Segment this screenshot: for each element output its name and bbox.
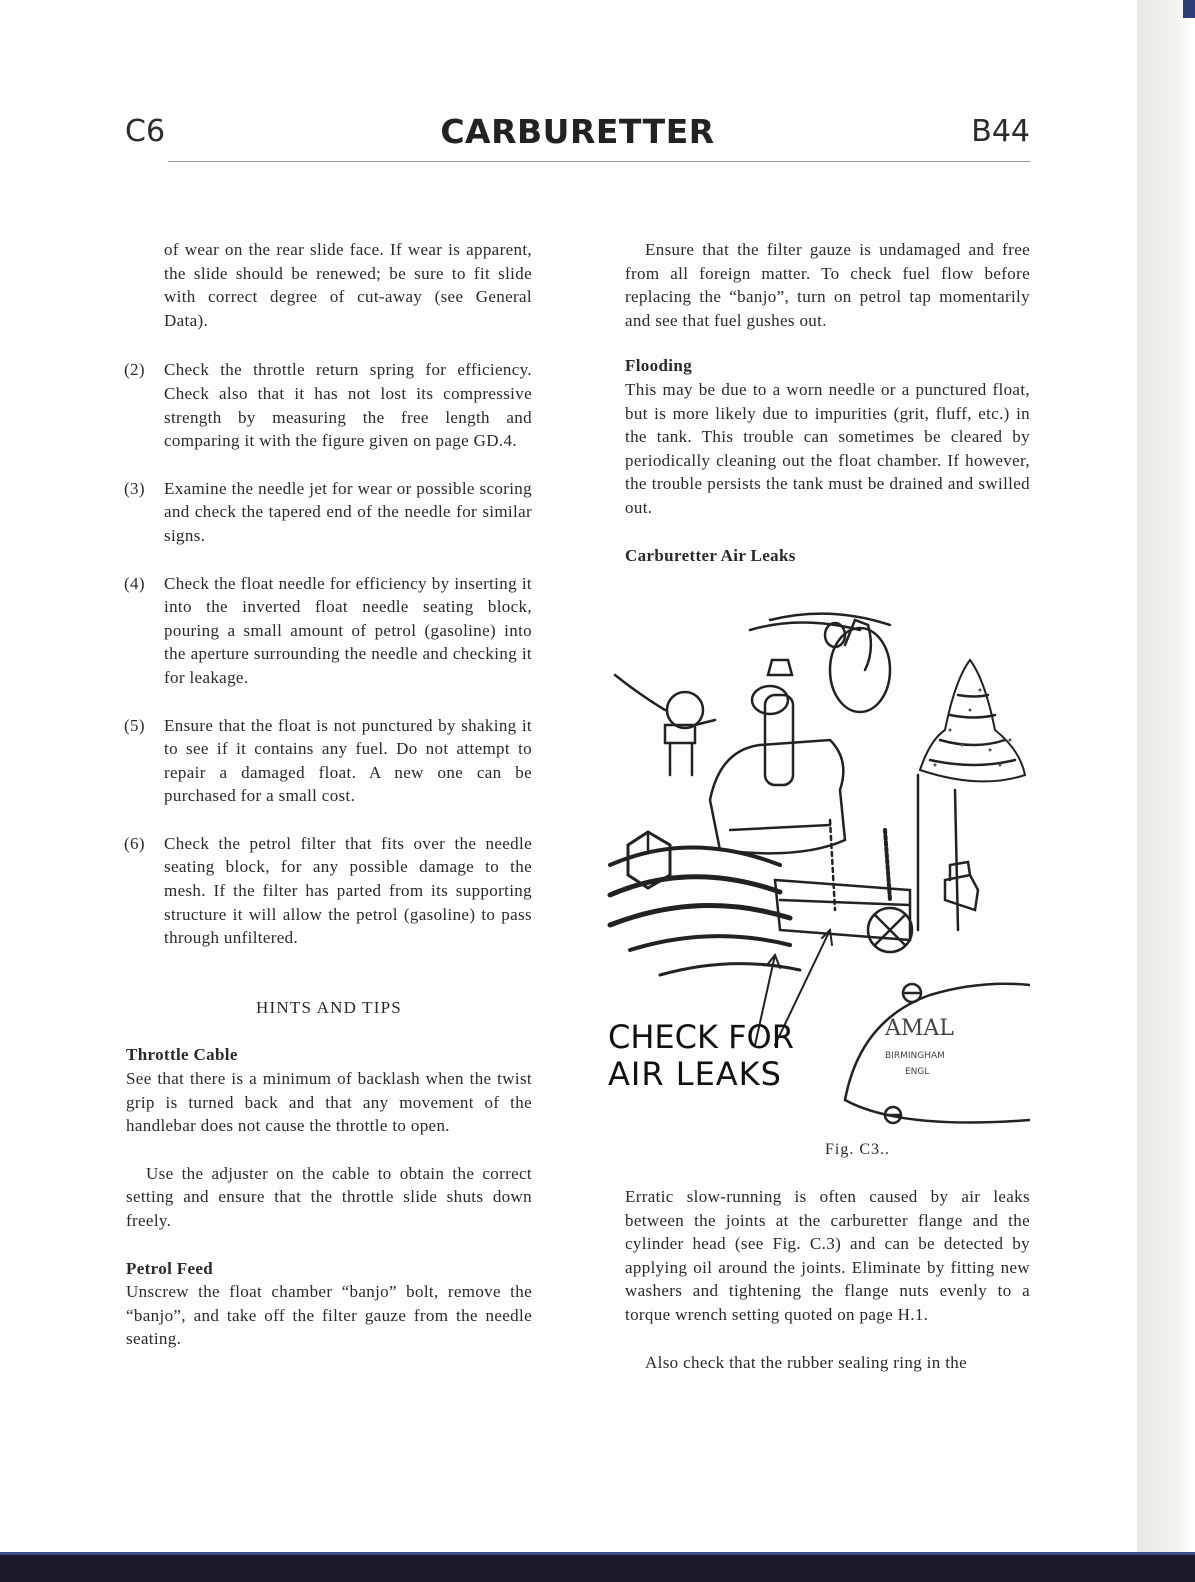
model-code: B44: [971, 114, 1030, 149]
amal-logo: AMAL: [885, 1016, 954, 1041]
petrol-paragraph: Unscrew the float chamber “banjo” bolt, remove the “banjo”, and take off the filter gauze from the needle seating.: [126, 1282, 532, 1349]
page-title: CARBURETTER: [440, 112, 715, 151]
list-item: [126, 832, 532, 950]
amal-logo-sub-2: ENGL: [905, 1067, 930, 1077]
throttle-heading: Throttle Cable: [126, 1045, 238, 1065]
item-text: Check the throttle return spring for efficiency. Check also that it has not lost its compressive strength by measuring the free length and comparing it with the figure given on page GD.4.: [164, 360, 532, 451]
petrol-heading: Petrol Feed: [126, 1258, 214, 1278]
page-header: [125, 110, 1030, 160]
list-item: [126, 714, 532, 808]
page-edge: [1137, 0, 1195, 1582]
right-column: [625, 238, 1030, 567]
header-rule: [168, 161, 1030, 162]
throttle-paragraph-1: See that there is a minimum of backlash when the twist grip is turned back and that any movement of the handlebar does not cause the throttle to open.: [126, 1069, 532, 1136]
item-number: (3): [124, 478, 145, 498]
figure-caption: Fig. C3..: [824, 1141, 890, 1158]
also-paragraph: Also check that the rubber sealing ring in the: [645, 1352, 968, 1372]
right-column-lower: [625, 1185, 1030, 1374]
list-item: [126, 572, 532, 690]
hints-heading: HINTS AND TIPS: [256, 997, 402, 1017]
list-item: [126, 477, 532, 548]
item-text: Check the petrol filter that fits over the needle seating block, for any possible damage to the mesh. If the filter has parted from its supporting structure it will allow the petrol (gasoline) to pass through unfiltered.: [164, 833, 532, 948]
figure-label-line-2: AIR LEAKS: [608, 1055, 782, 1093]
item-text: Ensure that the float is not punctured by shaking it to see if it contains any fuel. Do not attempt to repair a damaged float. A new one can be purchased for a small cost.: [164, 715, 532, 806]
scan-bottom-band: [0, 1552, 1195, 1582]
binding-mark: [1183, 0, 1195, 18]
amal-logo-sub-1: BIRMINGHAM: [885, 1051, 945, 1061]
flooding-paragraph: This may be due to a worn needle or a punctured float, but is more likely due to impurities (grit, fluff, etc.) in the tank. This trouble can sometimes be cleared by periodically cleaning out the float chamber. If however, the trouble persists the tank must be drained and swilled out.: [625, 379, 1030, 517]
item-number: (6): [124, 833, 145, 853]
figure-label-line-1: CHECK FOR: [608, 1018, 794, 1056]
carburettor-figure: [600, 600, 1030, 1130]
erratic-paragraph: Erratic slow-running is often caused by air leaks between the joints at the carburetter flange and the cylinder head (see Fig. C.3) and can be detected by applying oil around the joints. Eliminate by fitting new washers and tightening the flange nuts evenly to a torque wrench setting quoted on page H.1.: [625, 1187, 1030, 1324]
section-number: C6: [125, 114, 166, 149]
item-number: (2): [124, 360, 145, 380]
air-leaks-heading: Carburetter Air Leaks: [625, 545, 796, 565]
throttle-paragraph-2: Use the adjuster on the cable to obtain the correct setting and ensure that the throttle slide shuts down freely.: [126, 1163, 532, 1230]
item-text: Check the float needle for efficiency by inserting it into the inverted float needle seating block, pouring a small amount of petrol (gasoline) into the aperture surrounding the needle and checking it for leakage.: [164, 573, 532, 687]
flooding-heading: Flooding: [625, 356, 693, 376]
continued-paragraph: of wear on the rear slide face. If wear is apparent, the slide should be renewed; be sure to fit slide with correct degree of cut-away (see General Data).: [164, 240, 532, 330]
item-number: (4): [124, 573, 145, 593]
item-text: Examine the needle jet for wear or possible scoring and check the tapered end of the needle for similar signs.: [164, 478, 532, 545]
item-number: (5): [124, 715, 145, 735]
carburettor-illustration: [600, 600, 1030, 1130]
left-column: [126, 238, 532, 1351]
list-item: [126, 358, 532, 452]
filter-paragraph: Ensure that the filter gauze is undamaged and free from all foreign matter. To check fuel flow before replacing the “banjo”, turn on petrol tap momentarily and see that fuel gushes out.: [625, 240, 1030, 330]
